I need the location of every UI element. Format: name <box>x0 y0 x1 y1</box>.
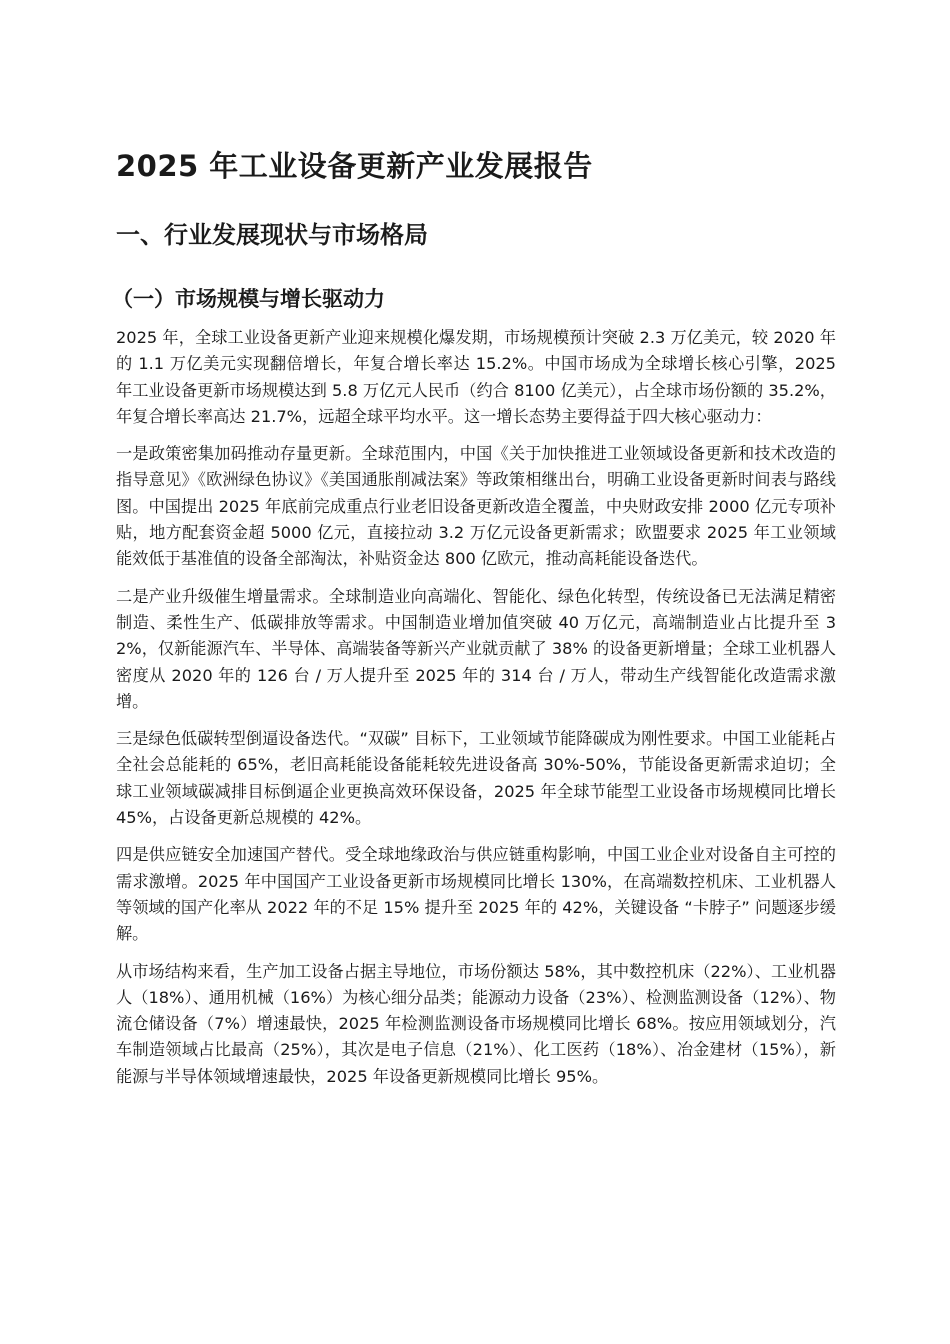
paragraph-policy-driver: 一是政策密集加码推动存量更新。全球范围内，中国《关于加快推进工业领域设备更新和技术改造的指导意见》《欧洲绿色协议》《美国通胀削减法案》等政策相继出台，明确工业设备更新时间表与路线图。中国提出 2025 年底前完成重点行业老旧设备更新改造全覆盖，中央财政安排 2000 亿元专项补贴，地方配套资金超 5000 亿元，直接拉动 3.2 万亿元设备更新需求；欧盟要求 2025 年工业领域能效低于基准值的设备全部淘汰，补贴资金达 800 亿欧元，推动高耗能设备迭代。 <box>116 444 836 569</box>
paragraph-supply-chain-driver: 四是供应链安全加速国产替代。受全球地缘政治与供应链重构影响，中国工业企业对设备自主可控的需求激增。2025 年中国国产工业设备更新市场规模同比增长 130%，在高端数控机床、工业机器人等领域的国产化率从 2022 年的不足 15% 提升至 2025 年的 42%，关键设备 “卡脖子” 问题逐步缓解。 <box>116 845 836 944</box>
paragraph-green-driver: 三是绿色低碳转型倒逼设备迭代。“双碳” 目标下，工业领域节能降碳成为刚性要求。中国工业能耗占全社会总能耗的 65%，老旧高耗能设备能耗较先进设备高 30%-50%，节能设备更新需求迫切；全球工业领域碳减排目标倒逼企业更换高效环保设备，2025 年全球节能型工业设备市场规模同比增长 45%，占设备更新总规模的 42%。 <box>116 729 836 828</box>
paragraph-upgrade-driver: 二是产业升级催生增量需求。全球制造业向高端化、智能化、绿色化转型，传统设备已无法满足精密制造、柔性生产、低碳排放等需求。中国制造业增加值突破 40 万亿元，高端制造业占比提升至 32%，仅新能源汽车、半导体、高端装备等新兴产业就贡献了 38% 的设备更新增量；全球工业机器人密度从 2020 年的 126 台 / 万人提升至 2025 年的 314 台 / 万人，带动生产线智能化改造需求激增。 <box>116 586 836 711</box>
paragraph-market-structure: 从市场结构来看，生产加工设备占据主导地位，市场份额达 58%，其中数控机床（22%）、工业机器人（18%）、通用机械（16%）为核心细分品类；能源动力设备（23%）、检测监测设备（12%）、物流仓储设备（7%）增速最快，2025 年检测监测设备市场规模同比增长 68%。按应用领域划分，汽车制造领域占比最高（25%），其次是电子信息（21%）、化工医药（18%）、冶金建材（15%），新能源与半导体领域增速最快，2025 年设备更新规模同比增长 95%。 <box>116 961 836 1086</box>
subsection-heading: （一）市场规模与增长驱动力 <box>112 287 385 311</box>
section-heading: 一、行业发展现状与市场格局 <box>116 221 428 249</box>
paragraph-intro: 2025 年，全球工业设备更新产业迎来规模化爆发期，市场规模预计突破 2.3 万亿美元，较 2020 年的 1.1 万亿美元实现翻倍增长，年复合增长率达 15.2%。中国市场成为全球增长核心引擎，2025 年工业设备更新市场规模达到 5.8 万亿元人民币（约合 8100 亿美元），占全球市场份额的 35.2%，年复合增长率高达 21.7%，远超全球平均水平。这一增长态势主要得益于四大核心驱动力： <box>116 328 836 426</box>
body-text <box>116 325 836 1101</box>
document-title: 2025 年工业设备更新产业发展报告 <box>116 149 593 183</box>
